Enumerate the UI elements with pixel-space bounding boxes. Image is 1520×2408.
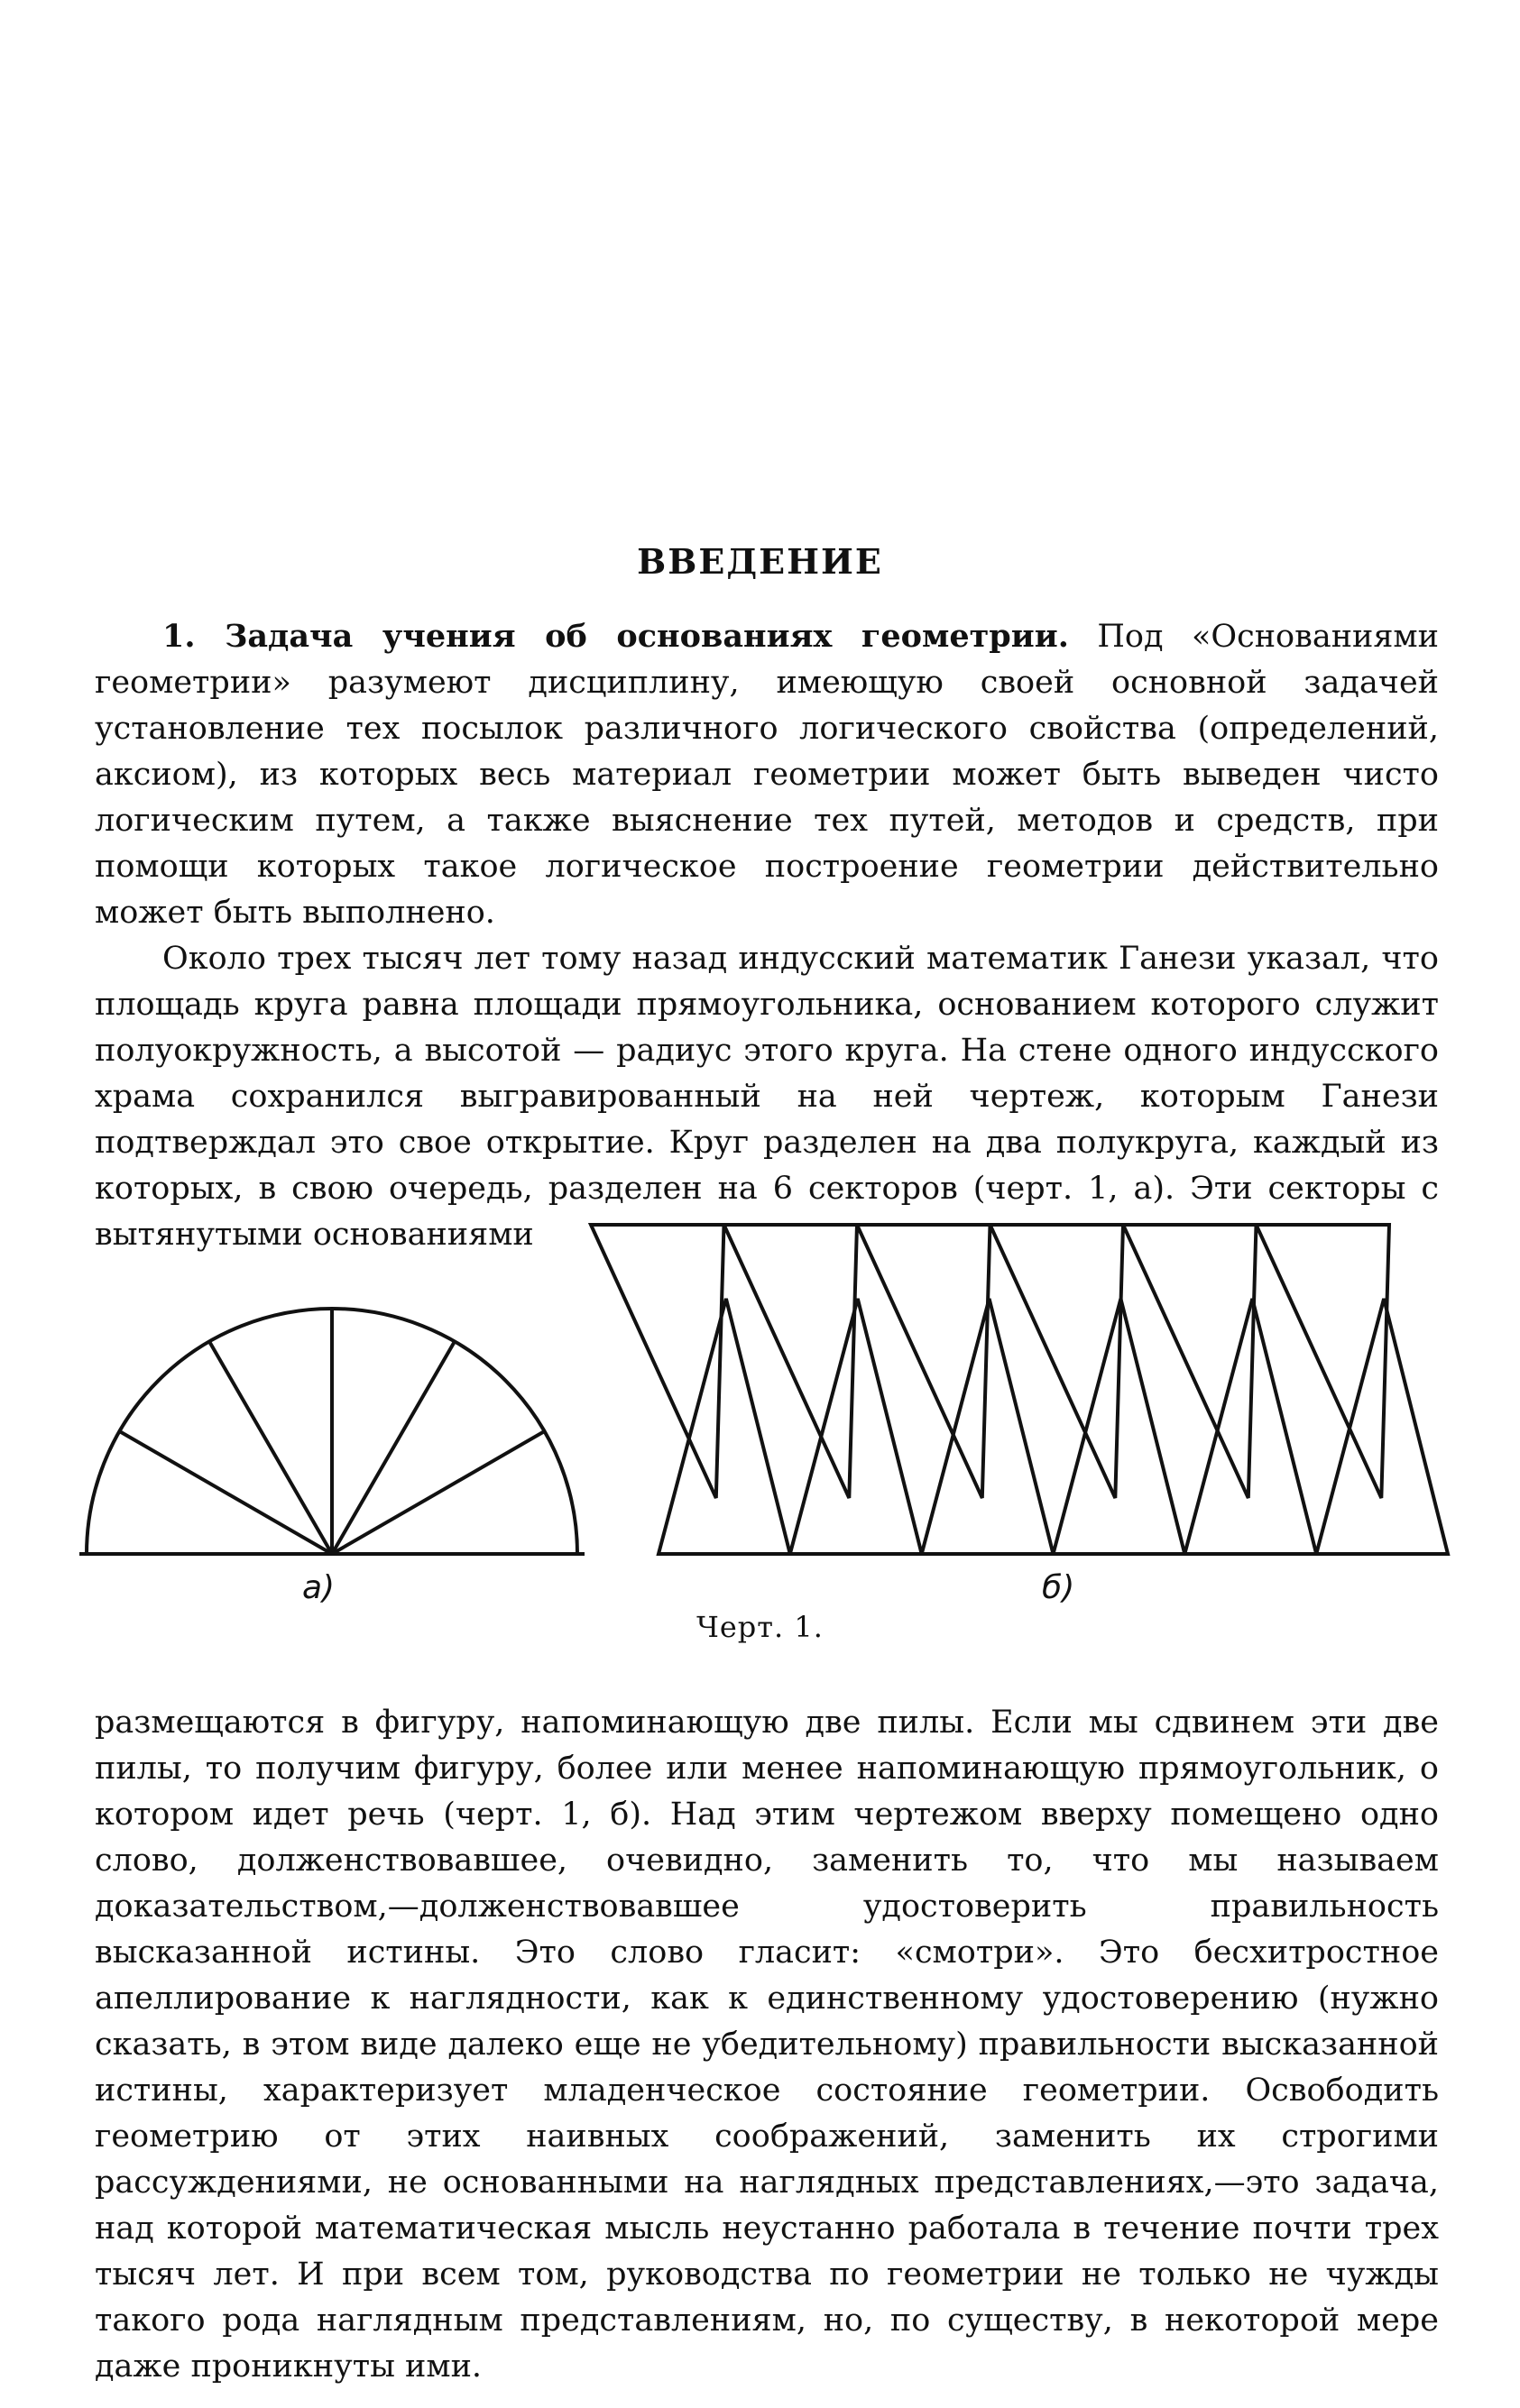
section-title: 1. Задача учения об основаниях геометрии. bbox=[162, 618, 1069, 655]
figure-label-a: а) bbox=[302, 1569, 336, 1606]
figure-drawing bbox=[0, 1209, 1520, 1659]
figure-caption: Черт. 1. bbox=[696, 1610, 824, 1644]
figure-label-b: б) bbox=[1042, 1569, 1075, 1606]
paragraph-3: размещаются в фигуру, напоминающую две пилы. Если мы сдвинем эти две пилы, то получим фигуру, более или менее напоминающую прямоугольник, о котором идет речь (черт. 1, б). Над этим чертежом вверху помещено одно слово, долженствовавшее, очевидно, заменить то, что мы называем доказательством,—долженствовавшее удостоверить правильность высказанной истины. Это слово гласит: «смотри». Это бесхитростное апеллирование к наглядности, как к единственному удостоверению (нужно сказать, в этом виде далеко еще не убедительному) правильности высказанной истины, характеризует младенческое состояние геометрии. Освободить геометрию от этих наивных соображений, заменить их строгими рассуждениями, не основанными на наглядных представлениях,—это задача, над которой математическая мысль неустанно работала в течение почти трех тысяч лет. И при всем том, руководства по геометрии не только не чужды такого рода наглядным представлениям, но, по существу, в некоторой мере даже проникнуты ими. bbox=[95, 1705, 1439, 2385]
chapter-heading: ВВЕДЕНИЕ bbox=[637, 541, 883, 582]
intro-text-bottom bbox=[95, 1700, 1439, 2390]
figure-1 bbox=[0, 1209, 1520, 1659]
intro-text-top bbox=[95, 613, 1439, 1258]
double-saw-diagram bbox=[591, 1225, 1448, 1554]
sector-radius bbox=[332, 1341, 455, 1554]
sector-radius bbox=[119, 1431, 332, 1554]
paragraph-2: Около трех тысяч лет тому назад индусский математик Ганези указал, что площадь круга равна площади прямоугольника, основанием которого служит полуокружность, а высотой — радиус этого круга. На стене одного индусского храма сохранился выгравированный на ней чертеж, которым Ганези подтверждал это свое открытие. Круг разделен на два полукруга, каждый из которых, в свою очередь, разделен на 6 секторов (черт. 1, а). Эти секторы с вытянутыми основаниями bbox=[95, 941, 1439, 1253]
sector-radius bbox=[209, 1341, 332, 1554]
sector-radius bbox=[332, 1431, 545, 1554]
paragraph-1-body: Под «Основаниями геометрии» разумеют дисциплину, имеющую своей основной задачей установление тех посылок различного логического свойства (определений, аксиом), из которых весь материал геометрии может быть выведен чисто логическим путем, а также выяснение тех путей, методов и средств, при помощи которых такое логическое построение геометрии действительно может быть выполнено. bbox=[95, 619, 1439, 931]
paragraph-1 bbox=[95, 613, 1439, 936]
semicircle-sectors-diagram bbox=[79, 1309, 585, 1554]
